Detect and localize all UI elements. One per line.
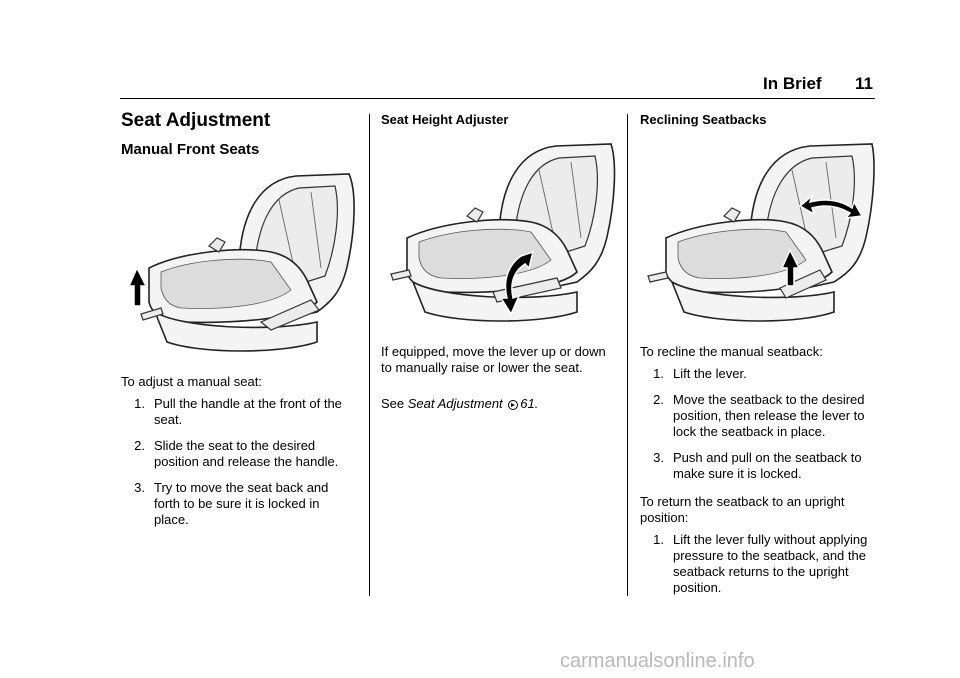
- column-divider-2: [627, 114, 628, 596]
- header-rule: [120, 98, 875, 99]
- col3-intro-2: To return the seatback to an upright position:: [640, 494, 845, 525]
- list-item: 2. Move the seatback to the desired position, then release the lever to lock the seatback in place.: [653, 392, 865, 439]
- col2-paragraph: If equipped, move the lever up or down to manually raise or lower the seat.: [381, 344, 606, 375]
- list-item: 1. Lift the lever fully without applying pressure to the seatback, and the seatback returns to the upright position.: [653, 532, 868, 595]
- subsection-title: Manual Front Seats: [121, 141, 260, 158]
- list-item: 1. Lift the lever.: [653, 366, 747, 381]
- watermark: carmanualsonline.info: [560, 650, 755, 672]
- reclining-seatback-illustration: [640, 142, 878, 332]
- manual-seat-illustration: [121, 172, 359, 362]
- list-item: 2. Slide the seat to the desired position and release the handle.: [134, 438, 339, 469]
- cross-reference-link[interactable]: Seat Adjustment: [407, 396, 503, 411]
- page-reference-icon: [508, 400, 518, 410]
- running-header-title: In Brief: [763, 74, 822, 93]
- col3-steps-2: [640, 532, 870, 606]
- col3-intro: To recline the manual seatback:: [640, 344, 823, 359]
- col2-see-reference: See Seat Adjustment 61.: [381, 396, 539, 411]
- col1-steps: [121, 396, 357, 538]
- seat-height-adjuster-illustration: [381, 142, 619, 332]
- col3-heading: Reclining Seatbacks: [640, 112, 767, 127]
- section-title: Seat Adjustment: [121, 110, 271, 131]
- col1-intro: To adjust a manual seat:: [121, 374, 262, 389]
- list-item: 3. Push and pull on the seatback to make sure it is locked.: [653, 450, 862, 481]
- col3-steps: [640, 366, 870, 492]
- list-item: 1. Pull the handle at the front of the seat.: [134, 396, 342, 427]
- page-number: 11: [855, 74, 873, 93]
- column-divider-1: [369, 114, 370, 596]
- col2-heading: Seat Height Adjuster: [381, 112, 509, 127]
- list-item: 3. Try to move the seat back and forth to be sure it is locked in place.: [134, 480, 329, 527]
